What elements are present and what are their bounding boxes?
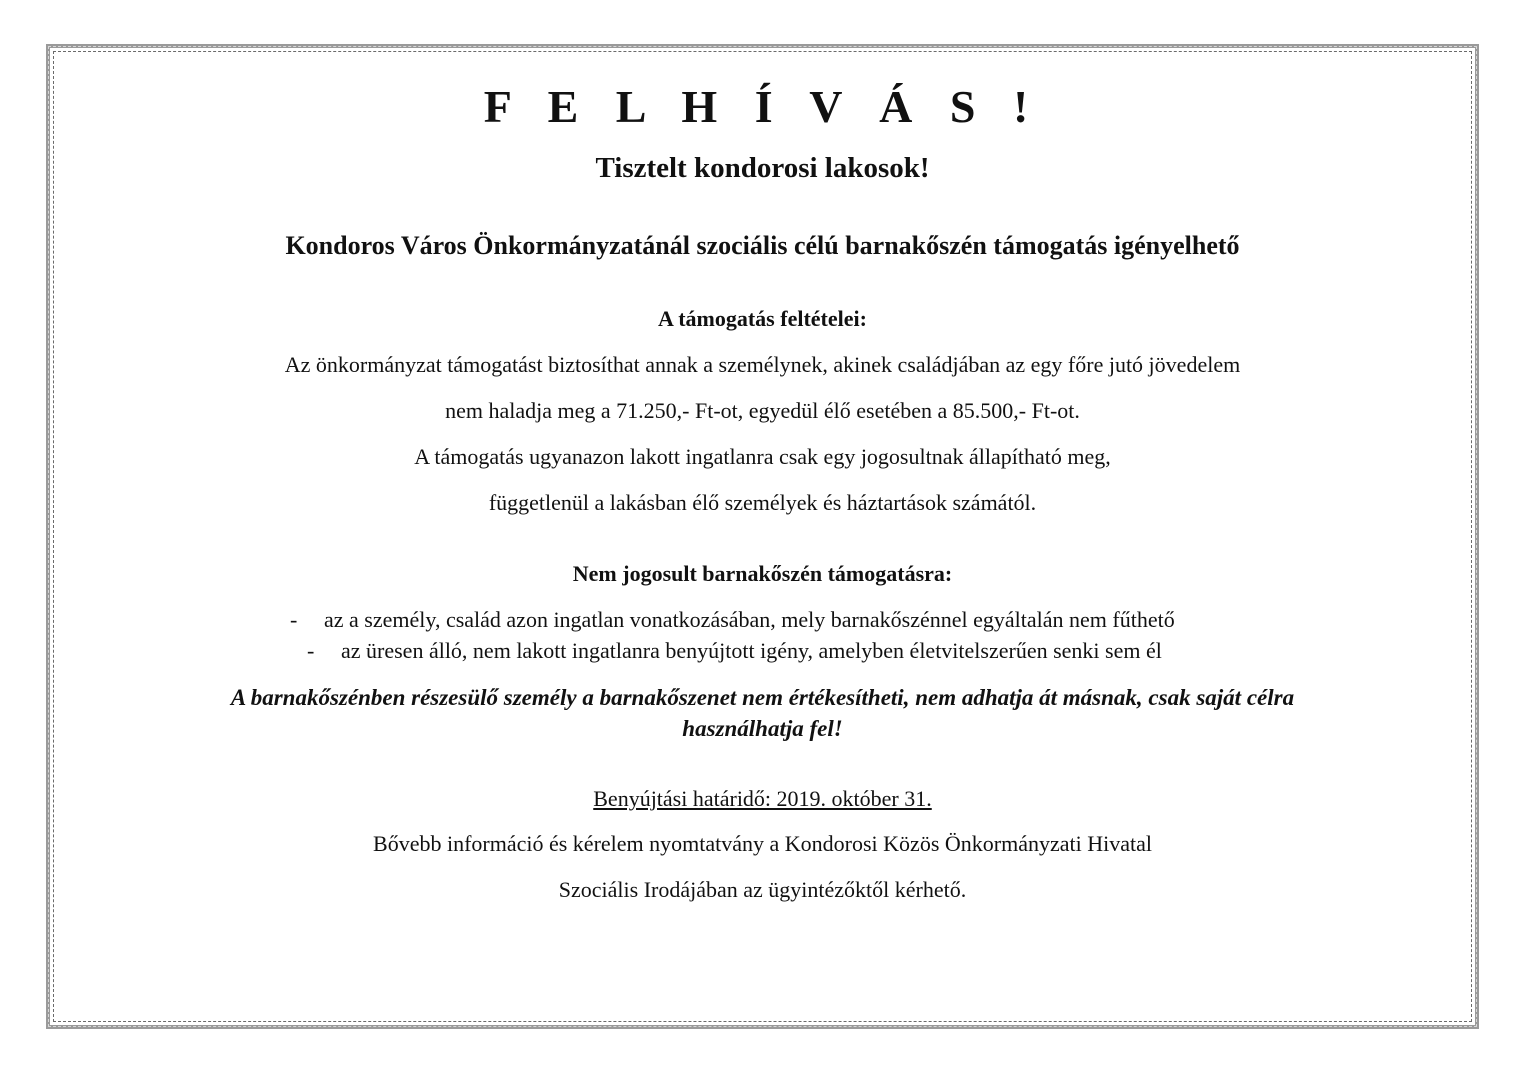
conditions-line-1: Az önkormányzat támogatást biztosíthat annak a személynek, akinek családjában az egy főre jutó jövedelem: [284, 352, 1241, 377]
bullet-marker: -: [290, 607, 298, 632]
not-eligible-item-1-text: az a személy, család azon ingatlan vonatkozásában, mely barnakőszénnel egyáltalán nem fűthető: [324, 607, 1175, 632]
conditions-line-3: A támogatás ugyanazon lakott ingatlanra csak egy jogosultnak állapítható meg,: [414, 444, 1111, 469]
not-eligible-heading: Nem jogosult barnakőszén támogatásra:: [572, 561, 953, 586]
not-eligible-item-2: [307, 640, 1162, 662]
bullet-marker: -: [307, 638, 315, 663]
deadline: Benyújtási határidő: 2019. október 31.: [593, 786, 932, 811]
conditions-line-4: függetlenül a lakásban élő személyek és háztartások számától.: [488, 490, 1037, 515]
not-eligible-item-1: [290, 609, 1175, 631]
headline: Kondoros Város Önkormányzatánál szociális célú barnakőszén támogatás igényelhető: [285, 231, 1240, 260]
info-line-2: Szociális Irodájában az ügyintézőktől kérhető.: [558, 877, 967, 902]
warning-line-2: használhatja fel!: [682, 716, 843, 741]
notice-title: F E L H Í V Á S !: [483, 81, 1042, 132]
not-eligible-item-2-text: az üresen álló, nem lakott ingatlanra benyújtott igény, amelyben életvitelszerűen senki sem él: [341, 638, 1162, 663]
conditions-heading: A támogatás feltételei:: [658, 306, 867, 331]
warning-line-1: A barnakőszénben részesülő személy a barnakőszenet nem értékesítheti, nem adhatja át másnak, csak saját célra: [230, 685, 1295, 710]
info-line-1: Bővebb információ és kérelem nyomtatvány a Kondorosi Közös Önkormányzati Hivatal: [373, 831, 1152, 856]
deadline-row: [46, 788, 1479, 810]
greeting: Tisztelt kondorosi lakosok!: [595, 152, 930, 184]
conditions-line-2: nem haladja meg a 71.250,- Ft-ot, egyedül élő esetében a 85.500,- Ft-ot.: [445, 398, 1080, 423]
